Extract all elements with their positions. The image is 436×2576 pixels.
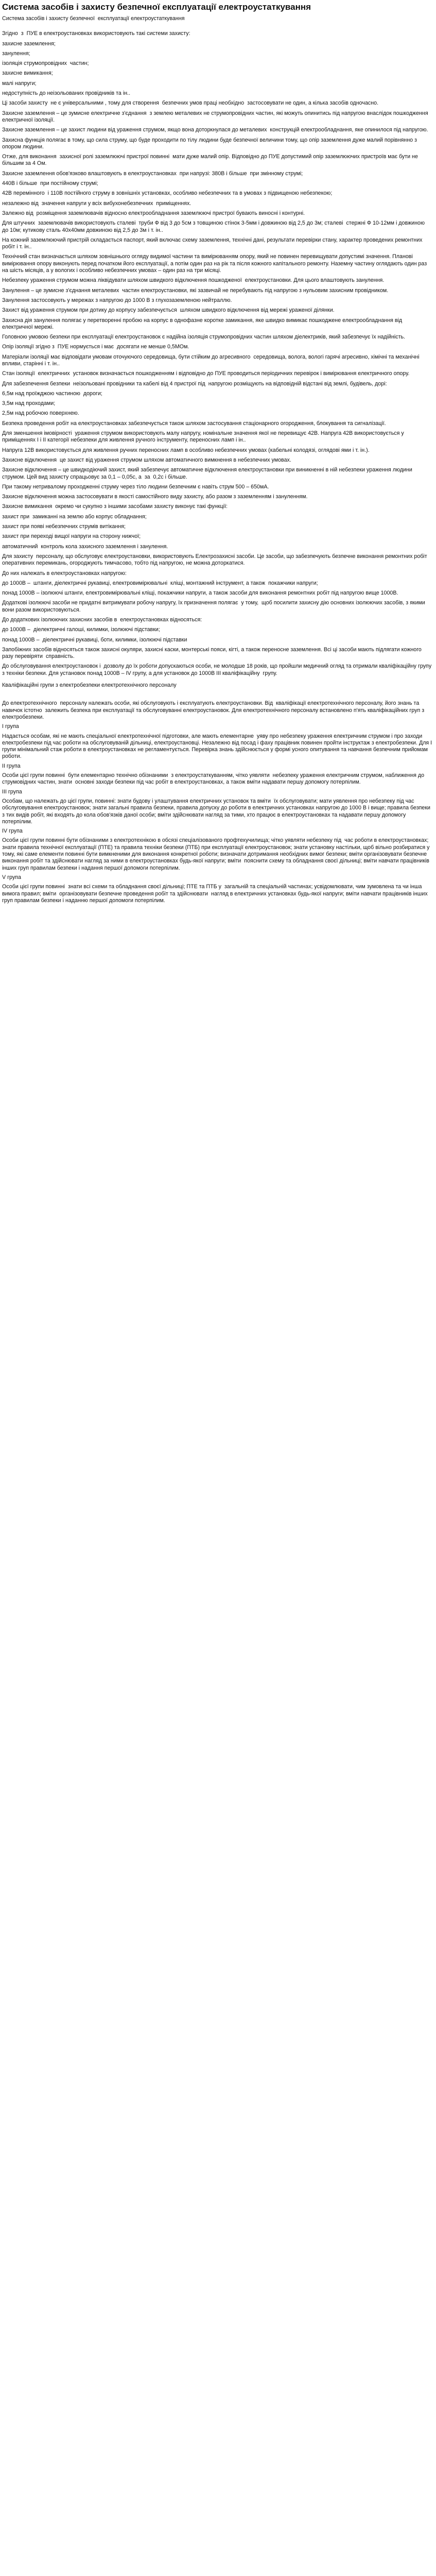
body-paragraph: автоматичний контроль кола захисного заземлення і занулення. [2,543,168,550]
body-paragraph: На кожний заземлюючий пристрій складається паспорт, який включає схему заземлення, технічні дані, результати перевірки стану, характер проведених ремонтних робіт і т. ін.. [2,236,424,250]
body-paragraph: Небезпеку ураження струмом можна ліквідувати шляхом швидкого відключення пошкодженої електроустановки. Для цього влаштовують занулення. [2,277,385,284]
spacer [2,25,432,30]
body-paragraph: Для захисту персоналу, що обслуговує електроустановки, використовують Електрозахисні засоби. Це засоби, що забезпечують безпечне виконання ремонтних робіт оперативних перемикань, огороджують тимчасово, тобто під напругою, не можна доторкатися. [2,553,429,567]
body-paragraph: недоступність до неізольованих провідників та ін.. [2,90,131,97]
body-paragraph: занулення; [2,50,30,57]
document-page [0,0,434,904]
groups-paragraph: До електротехнічного персоналу належать особи, які обслуговують і експлуатують електроустановки. Від кваліфікації електротехнічного персоналу, його знань та навичок істотно залежить безпека при експлуатації та обслуговуванні електроустановок. Для електротехнічного персоналу встановлено п'ять кваліфікаційних груп з електробезпеки. [2,700,426,720]
body-paragraph: Захисна функція полягає в тому, що сила струму, що буде проходити по тілу людини буде безпечної величини тому, що опір заземлення дуже малий порівнянно з опором людини. [2,137,418,150]
section-heading: Кваліфікаційні групи з електробезпеки електротехнічного персоналу [2,682,177,689]
body-paragraph: ізоляція струмопровідних частин; [2,60,89,67]
body-paragraph: Запобіжних засобів відносяться також захисні окуляри, захисні каски, монтерські пояси, кігті, а також переносне заземлення. Всі ці засоби мають підлягати кожного разу перевіряти справність. [2,646,423,660]
body-paragraph: Технічний стан визначається шляхом зовнішнього огляду видимої частини та вимірюванням опору, який не повинен перевищувати допустимі значення. Планові вимірювання опору виконують перед початком його експлуатації, а потім один раз на рік та після кожного капітального ремонту. Наземну частину оглядають один раз на шість місяців, а у вологих і особливо небезпечних умовах – один раз на три місяці. [2,253,429,274]
groups-paragraph: ІІ група [2,762,21,769]
groups-paragraph: V група [2,874,21,880]
body-paragraph: Напруга 12В використовується для живлення ручних переносних ламп в особливо небезпечних умовах (кабельні колодязі, оглядові ями і т. ін.). [2,447,370,453]
body-paragraph: малі напруги; [2,80,37,87]
body-paragraph: Стан ізоляції електричних установок визначається пошкодженням і відповідно до ПУЕ проводиться періодичних перевірок і вимірювання електричного опору. [2,370,410,377]
body-paragraph: Матеріали ізоляції має відповідати умовам оточуючого середовища, бути стійким до агресивного середовища, волога, вологі гарячі агресивно, хімічні та механічні впливи, старінні і т. ін.. [2,353,421,367]
body-paragraph: При такому нетривалому проходженні струму через тіло людини безпечним є навіть струм 500 – 650мА. [2,483,269,490]
body-paragraph: Для зменшення імовірності ураження струмом використовують малу напругу, номінальне значення якої не перевищує 42В. Напруга 42В використовується у приміщеннях І і ІІ категорії небезпеки для живлення ручного інструменту, переносних ламп і ін.. [2,430,406,444]
body-paragraph: Згідно з ПУЕ в електроустановках використовують такі системи захисту: [2,30,190,37]
body-paragraph: До додаткових ізолюючих захисних засобів в електроустановках відносяться: [2,617,202,623]
groups-paragraph: Особам, що належать до цієї групи, повинні: знати будову і улаштування електричних установок та вміти їх обслуговувати; мати уявлення про небезпеку під час обслуговування електроустановок; знати загальні правила безпеки, правила допуску до роботи в електричних установках напругою до 1000 В і вище; правила безпеки з тих видів робіт, які входять до кола обов'язків даної особи; вміти здійснювати нагляд за тими, хто працює в електроустановках та надавати першу допомогу потерпілим. [2,798,432,825]
body-paragraph: Занулення – це зумисне з'єднання металевих частин електроустановки, які зазвичай не перебувають під напругою з нульовим захисним провідником. [2,287,389,294]
body-paragraph: Опір ізоляції згідно з ПУЕ нормується і має досягати не менше 0,5МОм. [2,344,189,350]
body-paragraph: Для забезпечення безпеки неізольовані провідники та кабелі від 4 пристрої під напругою розміщують на відповідній відстані від землі, будівель, дорі: [2,380,387,387]
body-paragraph: До обслуговування електроустановок і дозволу до їх роботи допускаються особи, не молодше 18 років, що пройшли медичний огляд та отримали кваліфікаційну групу з техніки безпеки. Для установок понад 1000В – IV групу, а для установок до 1000В ІІІ кваліфікаційну групу. [2,663,433,676]
body-paragraph: Захисне відключення це захист від ураження струмом шляхом автоматичного вимкнення в небезпечних умовах. [2,456,291,463]
body-paragraph: Занулення застосовують у мережах з напругою до 1000 В з глухозаземленою нейтраллю. [2,297,232,303]
groups-paragraph: ІІІ група [2,788,22,795]
groups-paragraph: Надається особам, які не мають спеціальної електротехнічної підготовки, але мають елементарне уяву про небезпеку ураження електричним струмом і про заходи електробезпеки під час роботи на обслуговуваній дільниці, електроустановці. Незалежно від посад і фаху працівник повинен пройти інструктаж з електробезпеки. Для І групи мінімальний стаж роботи в електроустановках не регламентується. Перевірка знань здійснюється у формі усного опитування та навчання безпечним прийомам роботи. [2,733,434,760]
page-title: Система засобів і захисту безпечної експлуатації електроустаткування [2,2,311,12]
qualification-groups-body [2,700,432,904]
body-paragraph: до 1000В – штанги, діелектричні рукавиці, електровимірювальні кліщі, монтажний інструмент, а також покажчики напруги; [2,580,318,586]
body-paragraph: Захисне відключення – це швидкодіючий захист, який забезпечує автоматичне відключення електроустановки при виникненні в ній небезпеки ураження людини струмом. Цей вид захисту спрацьовує за 0,1 – 0,05с, а за 0,2с і більше. [2,467,414,480]
groups-paragraph: Особи цієї групи повинні бути обізнаними з електротехнікою в обсязі спеціалізованого профтехучилища; чітко уявляти небезпеку під час роботи в електроустановках; знати правила технічної експлуатації (ПТЕ) та правила техніки безпеки (ПТБ) при експлуатації електроустановок; знати установку настільки, щоб вільно розбиратися у тому, які саме елементи повинні бути вимкненими для виконання конкретної роботи; визначати дотримання необхідних вимог безпеки; вміти організовувати безпечне виконання робіт та здійснювати нагляд за ними в електроустановках будь-якої напруги; вміти пояснити схему та обладнання своєї дільниці; вміти навчати працівників інших груп правилам безпеки і надання першої допомоги потерпілим. [2,837,431,871]
page-subtitle: Система засобів і захисту безпечної експлуатації електроустаткування [2,15,185,22]
body-paragraph: до 1000В – діелектричні галоші, килимки, ізолюючі підставки; [2,626,160,633]
body-paragraph: понад 1000В – ізолюючі штанги, електровимірювальні кліщі, покажчики напруги, а також засоби для виконання ремонтних робіт під напругою вище 1000В. [2,590,398,597]
body-paragraph: Захисне заземлення обов'язково влаштовують в електроустановках при напрузі: 380В і більше при змінному струмі; [2,170,303,177]
body-paragraph: Отже, для виконання захисної ролі заземлюючі пристрої повинні мати дуже малий опір. Відповідно до ПУЕ допустимий опір заземлюючих пристроїв має бути не більшим за 4 Ом. [2,154,420,167]
body-paragraph: Головною умовою безпеки при експлуатації електроустановок є надійна ізоляція струмопровідних частин шляхом діелектриків, який забезпечує їх надійність. [2,334,406,341]
body-paragraph: До них належать в електроустановках напругою: [2,570,127,577]
body-paragraph: Захисне заземлення – це зумисне електричне з'єднання з землею металевих не струмопровідних частин, які можуть опинитись під напругою внаслідок пошкодження електричної ізоляції. [2,110,430,123]
body-paragraph: Безпека проведення робіт на електроустановках забезпечується також шляхом застосування стаціонарного огородження, блокування та сигналізації. [2,420,386,427]
body-paragraph: 3,5м над проходами; [2,400,56,407]
body-paragraph: захист при замиканні на землю або корпус обладнання; [2,513,147,520]
groups-paragraph: І група [2,723,19,730]
body-paragraph: 2,5м над робочою поверхнею. [2,410,79,417]
body-paragraph: понад 1000В – діелектричні рукавиці, боти, килимки, ізолюючі підставки [2,636,187,643]
body-paragraph: Захисне вимикання окремо чи сукупно з іншими засобами захисту виконує такі функції: [2,503,228,510]
body-paragraph: захисне заземлення; [2,40,56,47]
body-paragraph: захист при появі небезпечних струмів витікання; [2,523,126,530]
groups-paragraph: Особи цієї групи повинні знати всі схеми та обладнання своєї дільниці; ПТЕ та ПТБ у загальній та спеціальній частинах; усвідомлювати, чим зумовлена та чи інша вимога правил; вміти організовувати безпечне проведення робіт та здійснювати нагляд в електричних установках будь-якої напруги; вміти навчати працівників інших груп правилам безпеки і наданню першої допомоги потерпілим. [2,884,429,904]
body-paragraph: 42В перемінного і 110В постійного струму в зовнішніх установках, особливо небезпечних та в умовах з підвищеною небезпекою; [2,190,333,197]
body-paragraph: 440В і більше при постійному струмі; [2,180,98,187]
body-paragraph: Захисне відключення можна застосовувати в якості самостійного виду захисту, або разом з заземленням і зануленням. [2,494,308,500]
body-paragraph: незалежно від значення напруги у всіх вибухонебезпечних приміщеннях. [2,200,191,207]
main-body [2,30,432,677]
body-paragraph: Для штучних заземлювачів використовують сталеві труби Ф від 3 до 5см з товщиною стінок 3-5мм і довжиною від 2,5 до 3м; сталеві стержні Ф 10-12мм і довжиною до 10м; кутикову сталь 40х40мм довжиною від 2,5 до 3м і т. ін.. [2,220,426,233]
groups-paragraph: IV група [2,828,23,835]
body-paragraph: Залежно від розміщення заземлювачів відносно електрообладнання заземлюючі пристрої бувають виносні і контурні. [2,210,305,216]
body-paragraph: Захист від ураження струмом при дотику до корпусу забезпечується шляхом швидкого відключення від мережі ураженої ділянки. [2,307,335,314]
body-paragraph: Захисне заземлення – це захист людини від ураження струмом, якщо вона доторкнулася до металевих конструкцій електрообладнання, яке опинилося під напругою. [2,127,428,133]
groups-paragraph: Особи цієї групи повинні бути елементарно технічно обізнаними з електроустаткуванням, чітко уявляти небезпеку ураження електричним струмом, наближення до струмовідних частин, знати основні заходи безпеки під час робіт в електроустановках, а також вміти надавати першу допомогу потерпілим. [2,772,426,786]
body-paragraph: захисне вимикання; [2,70,53,77]
body-paragraph: Захисна дія занулення полягає у перетворенні пробою на корпус в однофазне коротке замикання, яке швидко вимикає пошкоджене електрообладнання від електричної мережі. [2,317,404,330]
body-paragraph: Додаткові ізолюючі засоби не придатні витримувати робочу напругу, їх призначення полягає у тому, щоб посилити захисну дію основних ізолюючих засобів, з якими вони разом використовуються. [2,600,427,613]
body-paragraph: Ці засоби захисту не є універсальними , тому для створення безпечних умов праці необхідно застосовувати не один, а кілька засобів одночасно. [2,100,379,107]
body-paragraph: 6,5м над проїжджою частиною дороги; [2,390,102,397]
body-paragraph: захист при переході вищої напруги на сторону нижчої; [2,533,141,540]
